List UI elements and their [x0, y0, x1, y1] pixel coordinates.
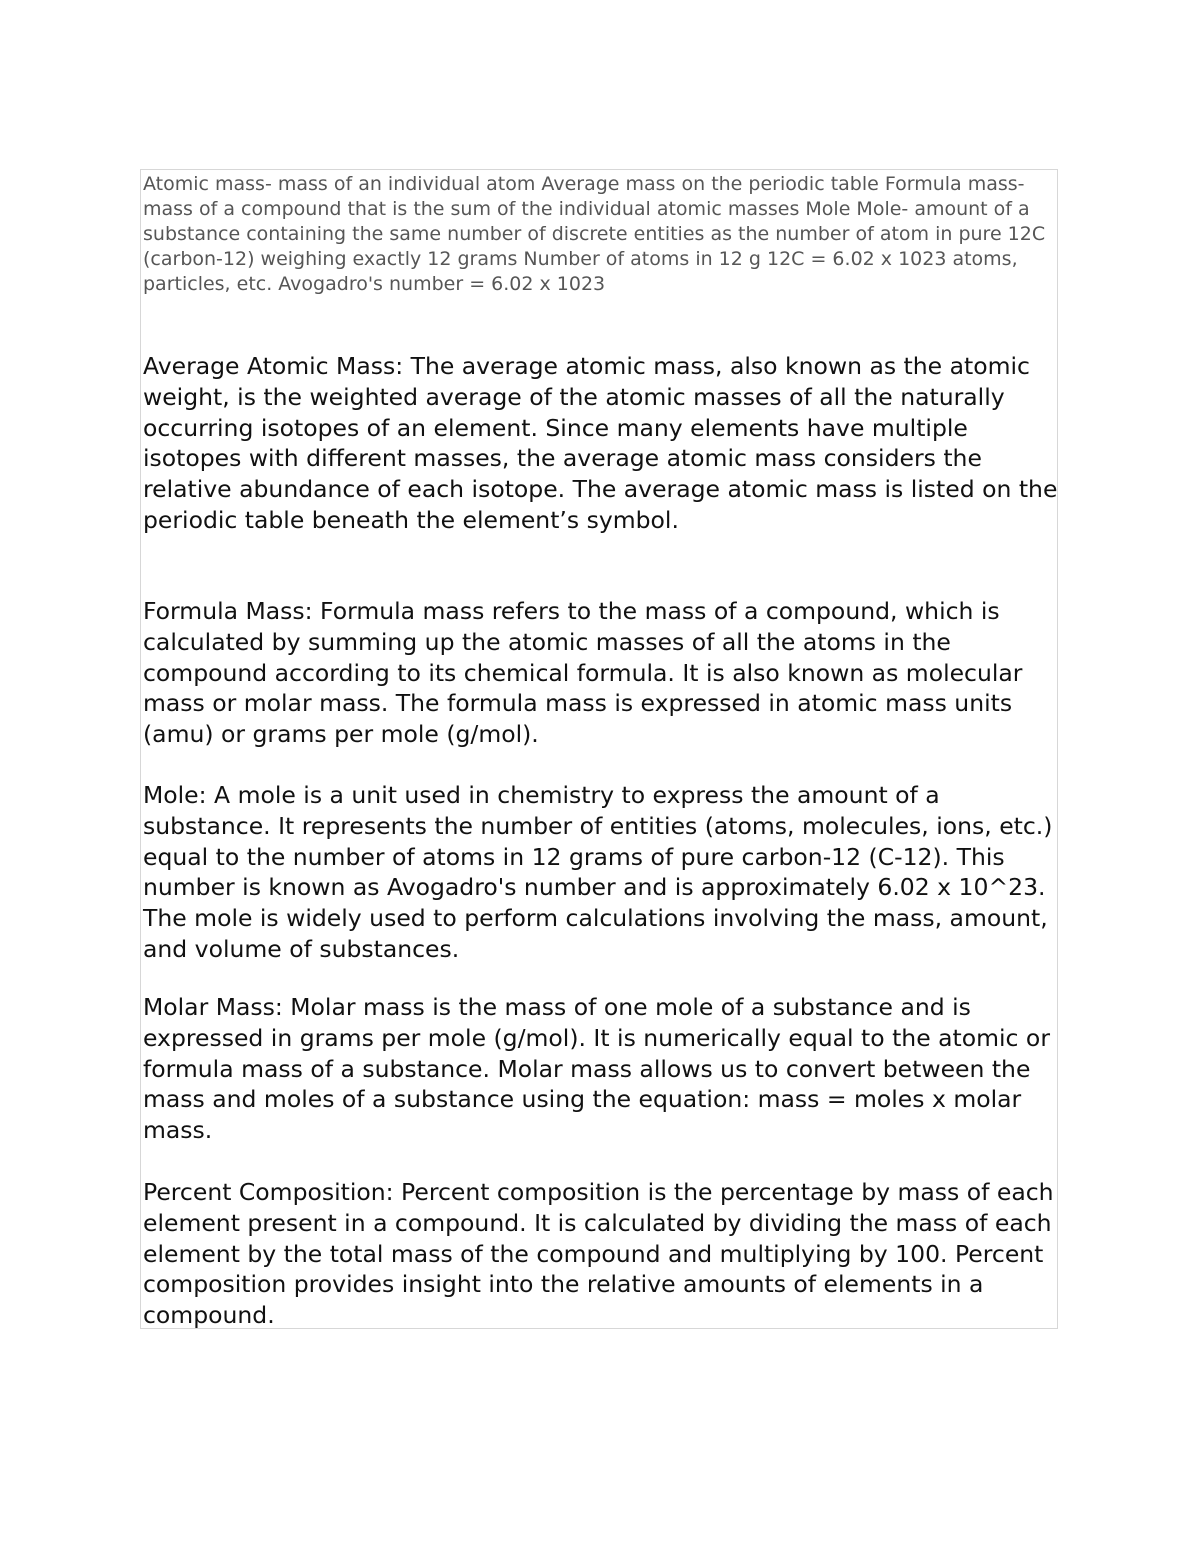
section-formula-mass: Formula Mass: Formula mass refers to the mass of a compound, which is calculated by summing up the atomic masses of all the atoms in the compound according to its chemical formula. It is also known as molecular mass or molar mass. The formula mass is expressed in atomic mass units (amu) or grams per mole (g/mol).: [143, 597, 1023, 749]
summary-notes: Atomic mass- mass of an individual atom Average mass on the periodic table Formula mass- mass of a compound that is the sum of the individual atomic masses Mole Mole- amount of a substance containing the same number of discrete entities as the number of atom in pure 12C (carbon-12) weighing exactly 12 grams Number of atoms in 12 g 12C = 6.02 x 1023 atoms, particles, etc. Avogadro's number = 6.02 x 1023: [143, 173, 1046, 295]
document-text-box: [140, 169, 1058, 1329]
section-average-atomic-mass: Average Atomic Mass: The average atomic mass, also known as the atomic weight, is the weighted average of the atomic masses of all the naturally occurring isotopes of an element. Since many elements have multiple isotopes with different masses, the average atomic mass considers the relative abundance of each isotope. The average atomic mass is listed on the periodic table beneath the element’s symbol.: [143, 352, 1058, 534]
section-percent-composition: Percent Composition: Percent composition is the percentage by mass of each element present in a compound. It is calculated by dividing the mass of each element by the total mass of the compound and multiplying by 100. Percent composition provides insight into the relative amounts of elements in a compound.: [143, 1178, 1054, 1329]
section-molar-mass: Molar Mass: Molar mass is the mass of one mole of a substance and is expressed in grams per mole (g/mol). It is numerically equal to the atomic or formula mass of a substance. Molar mass allows us to convert between the mass and moles of a substance using the equation: mass = moles x molar mass.: [143, 993, 1050, 1145]
section-mole: Mole: A mole is a unit used in chemistry to express the amount of a substance. It represents the number of entities (atoms, molecules, ions, etc.) equal to the number of atoms in 12 grams of pure carbon-12 (C-12). This number is known as Avogadro's number and is approximately 6.02 x 10^23. The mole is widely used to perform calculations involving the mass, amount, and volume of substances.: [143, 781, 1053, 963]
